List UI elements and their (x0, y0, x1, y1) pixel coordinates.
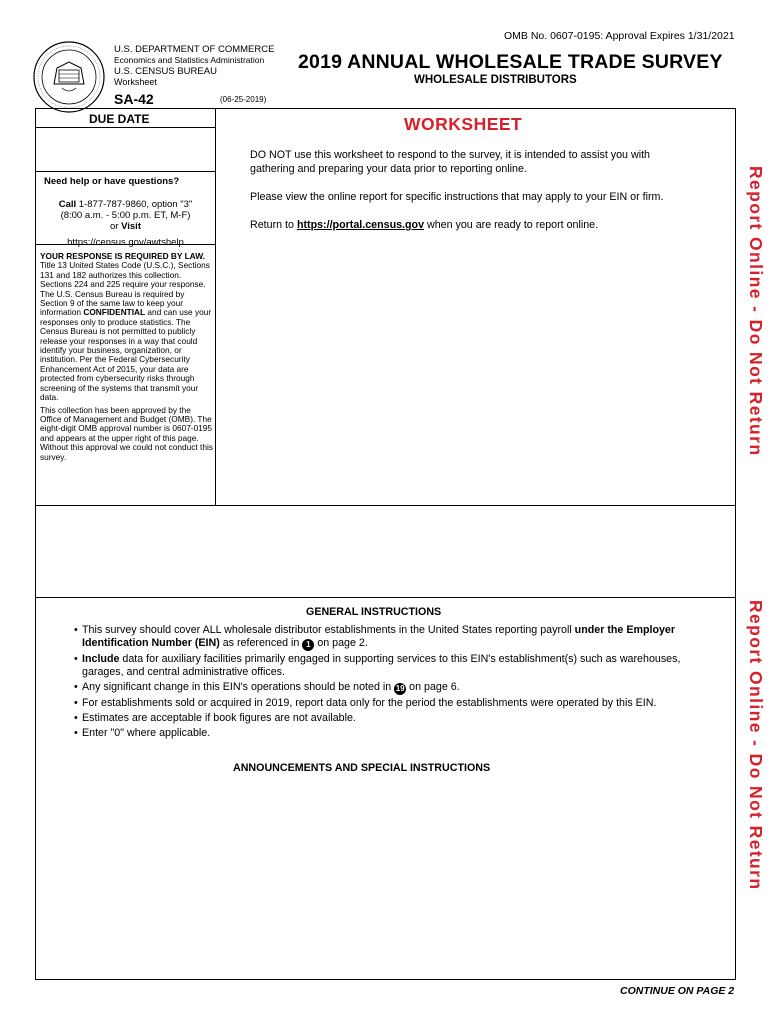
help-call (36, 199, 215, 210)
list-item: • Estimates are acceptable if book figures are not available. (74, 712, 700, 725)
item-text: on page 6. (406, 681, 460, 693)
omb-number: OMB No. 0607-0195: Approval Expires 1/31/2021 (504, 30, 735, 42)
general-instructions-list (74, 624, 700, 742)
help-url[interactable]: https://census.gov/awtshelp (67, 237, 184, 248)
help-box (36, 171, 215, 248)
agency-block (114, 44, 274, 77)
report-online-banner: Report Online - Do Not Return (746, 166, 766, 457)
item-number-badge: 1 (302, 639, 314, 651)
worksheet-paragraph-3 (250, 218, 690, 232)
worksheet-text (250, 148, 690, 246)
item-number-badge: 19 (395, 684, 405, 693)
legal-text-2: and can use your responses only to produce statistics. The Census Bureau is not permitted to publicly release your responses in a way that could identify your business, organization, or institution. Per the Federal Cybersecurity Enhancement Act of 2015, your data are protected from cybersecurity risks through screening of the systems that transmit your data. (40, 307, 212, 403)
legal-omb: This collection has been approved by the Office of Management and Budget (OMB). The eight-digit OMB approval number is 0607-0195 and appears at the upper right of this page. Without this approval we could not conduct this survey. (40, 404, 213, 462)
phone-number[interactable]: 1-877-787-9860, option "3" (76, 199, 193, 210)
legal-required: YOUR RESPONSE IS REQUIRED BY LAW. (40, 251, 205, 261)
divider (35, 597, 736, 598)
item-bold: Include (82, 653, 120, 665)
call-label: Call (58, 199, 77, 210)
worksheet-title: WORKSHEET (404, 114, 523, 134)
worksheet-label: Worksheet (114, 77, 157, 87)
item-text: Any significant change in this EIN's operations should be noted in (82, 681, 395, 693)
due-date-header: DUE DATE (36, 109, 215, 128)
list-item (74, 653, 700, 679)
general-instructions-title: GENERAL INSTRUCTIONS (306, 606, 442, 618)
item-bold: under the Employer Identification Number (EIN) (82, 624, 676, 649)
bureau-name: U.S. CENSUS BUREAU (114, 66, 217, 77)
return-text: Return to (250, 219, 297, 231)
return-text-end: when you are ready to report online. (424, 219, 599, 231)
worksheet-paragraph-1: DO NOT use this worksheet to respond to the survey, it is intended to assist you with gathering and preparing your data prior to reporting online. (250, 149, 650, 175)
report-online-banner: Report Online - Do Not Return (746, 600, 766, 891)
worksheet-paragraph-2: Please view the online report for specific instructions that may apply to your EIN or firm. (250, 191, 664, 203)
item-text: as referenced in (219, 637, 303, 649)
help-heading: Need help or have questions? (44, 176, 180, 187)
department-name: U.S. DEPARTMENT OF COMMERCE (114, 44, 275, 55)
survey-title: 2019 ANNUAL WHOLESALE TRADE SURVEY (298, 51, 723, 73)
help-or-visit (36, 221, 215, 232)
form-number: SA-42 (114, 91, 154, 107)
help-hours: (8:00 a.m. - 5:00 p.m. ET, M-F) (60, 210, 191, 221)
administration-name: Economics and Statistics Administration (114, 55, 265, 65)
list-item (74, 624, 700, 651)
department-of-commerce-seal-icon (32, 40, 106, 114)
list-item: • Enter "0" where applicable. (74, 727, 700, 740)
or-text: or (110, 221, 122, 232)
survey-subtitle: WHOLESALE DISTRIBUTORS (414, 74, 577, 86)
legal-text-1: Title 13 United States Code (U.S.C.), Sections 131 and 182 authorizes this collection. Sections 224 and 225 require your response. The U.S. Census Bureau is required by Section 9 of the same law to keep your information (40, 260, 210, 318)
legal-notice (40, 252, 214, 465)
item-text: This survey should cover ALL wholesale distributor establishments in the United States reporting payroll (82, 624, 575, 636)
form-date: (06-25-2019) (220, 95, 267, 104)
item-text: on page 2. (314, 637, 368, 649)
announcements-title: ANNOUNCEMENTS AND SPECIAL INSTRUCTIONS (233, 762, 491, 774)
divider (35, 505, 736, 506)
list-item (74, 681, 700, 695)
portal-link[interactable]: https://portal.census.gov (296, 219, 425, 231)
list-item: • For establishments sold or acquired in 2019, report data only for the period the establishments were operated by this EIN. (74, 697, 700, 710)
continue-note: CONTINUE ON PAGE 2 (620, 985, 735, 997)
visit-label: Visit (121, 221, 141, 232)
legal-confidential: CONFIDENTIAL (83, 307, 146, 318)
item-text: data for auxiliary facilities primarily engaged in supporting services to this EIN's establishment(s) such as warehouses, garages, and central administrative offices. (82, 653, 681, 678)
